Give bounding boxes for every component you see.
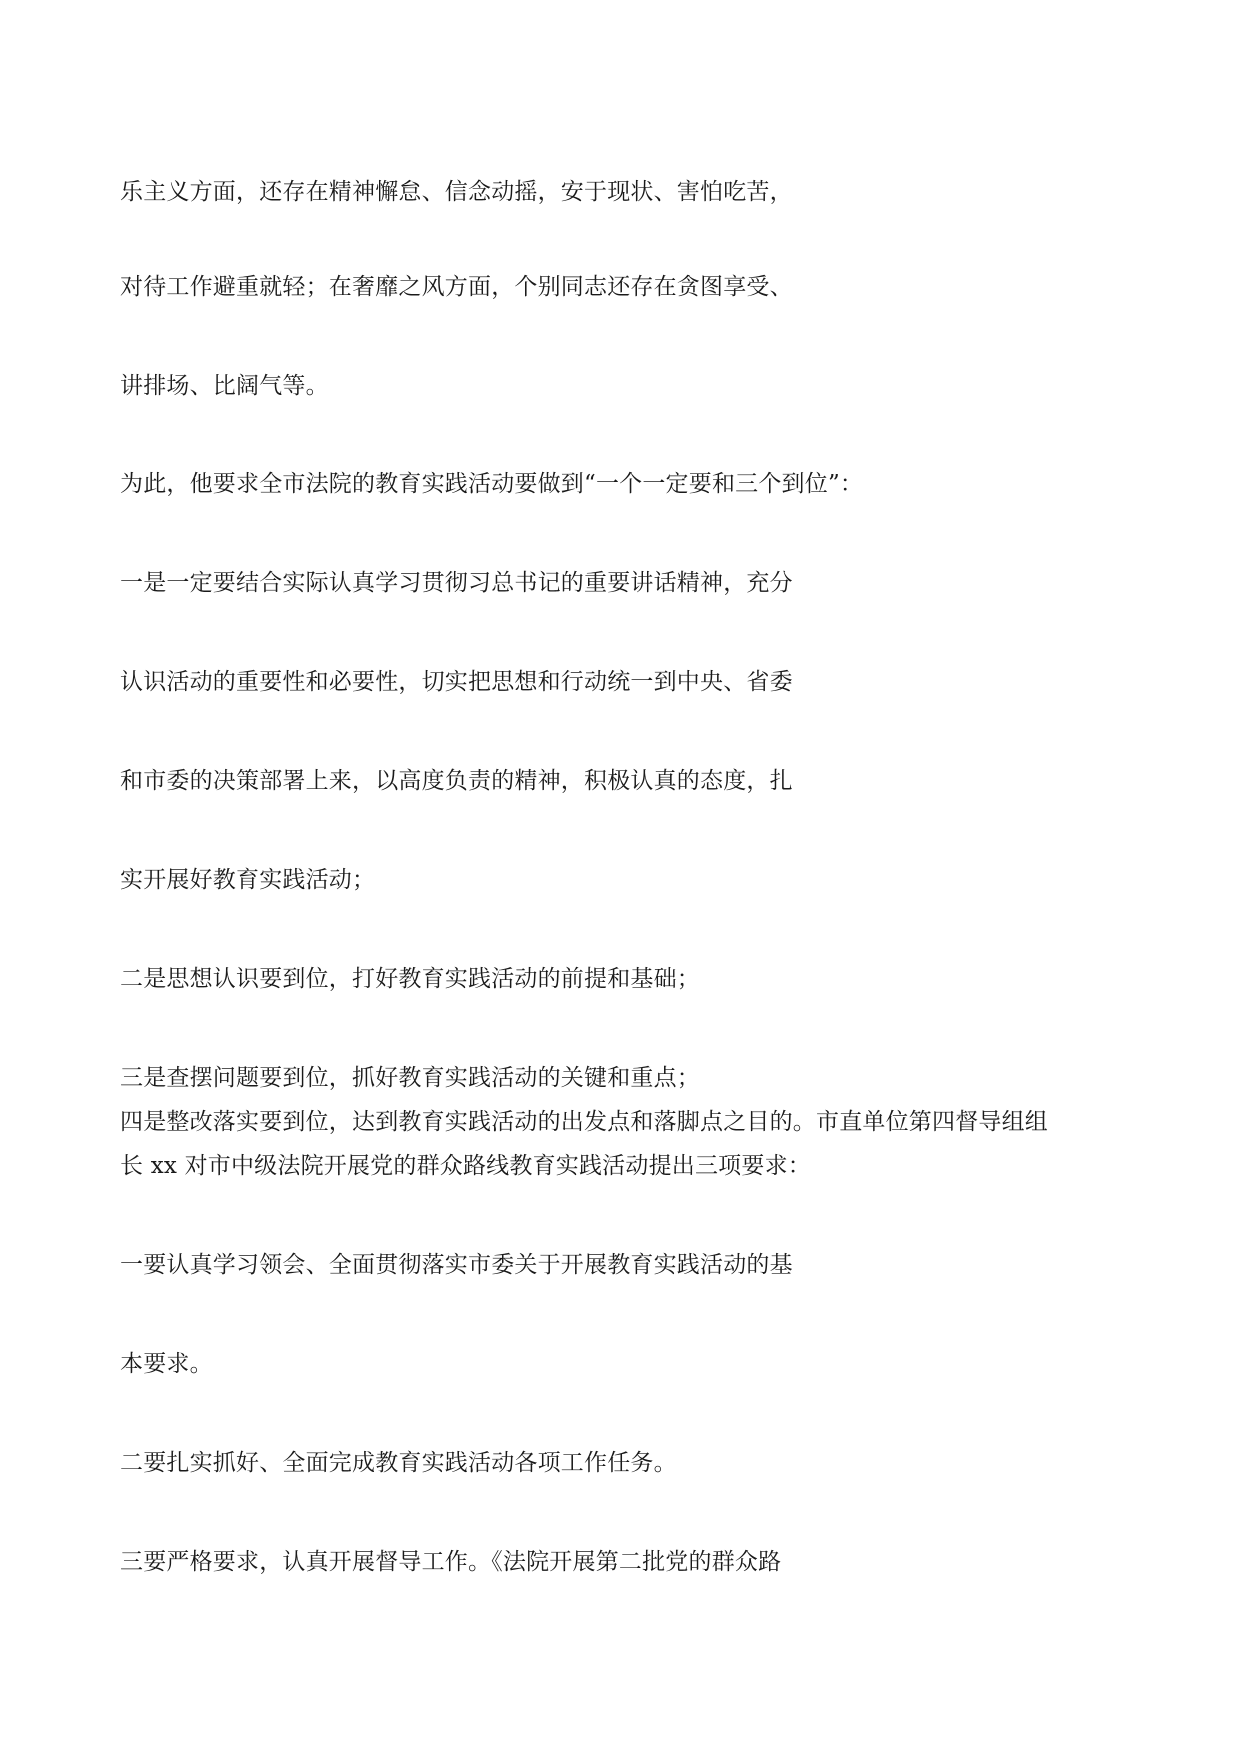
text-line: 为此，他要求全市法院的教育实践活动要做到“一个一定要和三个到位”： bbox=[120, 471, 864, 497]
text-line: 实开展好教育实践活动； bbox=[120, 867, 376, 893]
text-line: 本要求。 bbox=[120, 1351, 213, 1377]
text-line: 和市委的决策部署上来，以高度负责的精神，积极认真的态度，扎 bbox=[120, 768, 793, 794]
text-line: 四是整改落实要到位，达到教育实践活动的出发点和落脚点之目的。市直单位第四督导组组 bbox=[120, 1109, 1048, 1135]
text-line: 二是思想认识要到位，打好教育实践活动的前提和基础； bbox=[120, 966, 700, 992]
text-line: 一是一定要结合实际认真学习贯彻习总书记的重要讲话精神，充分 bbox=[120, 570, 793, 596]
text-line: 三要严格要求，认真开展督导工作。《法院开展第二批党的群众路 bbox=[120, 1549, 782, 1575]
text-line: 长 xx 对市中级法院开展党的群众路线教育实践活动提出三项要求： bbox=[120, 1153, 811, 1179]
text-line: 二要扎实抓好、全面完成教育实践活动各项工作任务。 bbox=[120, 1450, 677, 1476]
text-line: 对待工作避重就轻；在奢靡之风方面，个别同志还存在贪图享受、 bbox=[120, 274, 793, 300]
text-line: 一要认真学习领会、全面贯彻落实市委关于开展教育实践活动的基 bbox=[120, 1252, 793, 1278]
text-line: 乐主义方面，还存在精神懈怠、信念动摇，安于现状、害怕吃苦， bbox=[120, 179, 793, 205]
text-line: 认识活动的重要性和必要性，切实把思想和行动统一到中央、省委 bbox=[120, 669, 793, 695]
text-line: 三是查摆问题要到位，抓好教育实践活动的关键和重点； bbox=[120, 1065, 700, 1091]
text-line: 讲排场、比阔气等。 bbox=[120, 373, 329, 399]
